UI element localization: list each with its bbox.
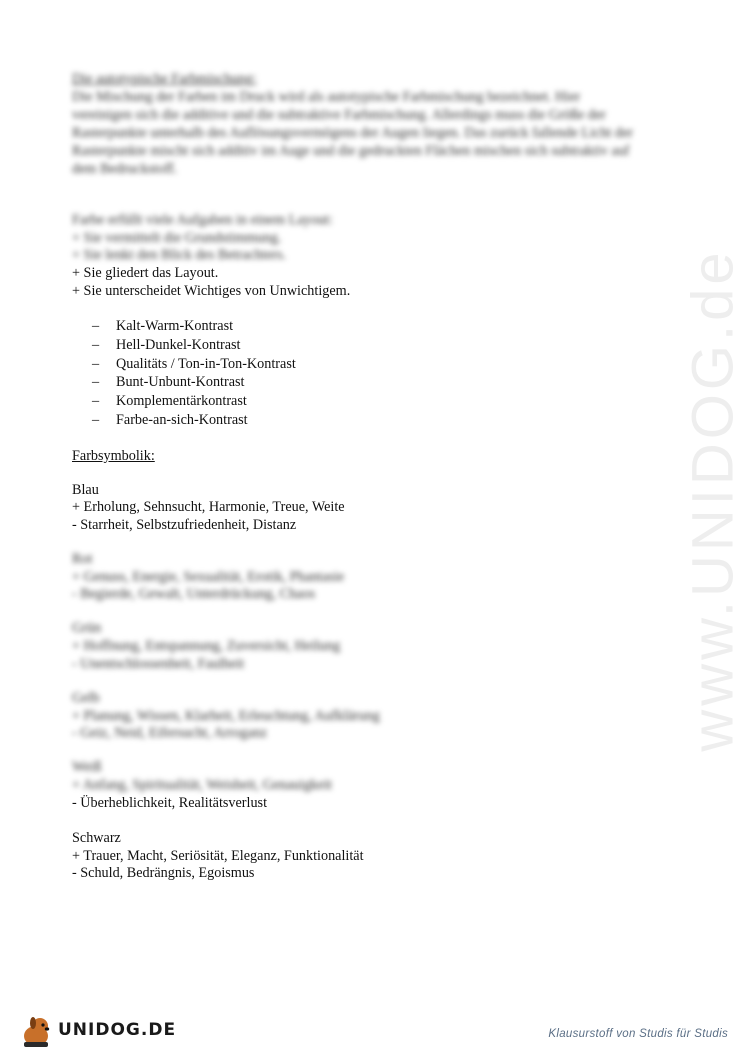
task-item: + Sie unterscheidet Wichtiges von Unwichtigem. bbox=[72, 283, 351, 299]
unidog-logo[interactable] bbox=[18, 1014, 177, 1050]
contrast-label: Bunt-Unbunt-Kontrast bbox=[116, 374, 245, 390]
contrast-item bbox=[92, 336, 241, 354]
color-negative: - Geiz, Neid, Eifersucht, Arroganz bbox=[72, 725, 268, 741]
contrast-item bbox=[92, 392, 247, 410]
color-name: Weiß bbox=[72, 759, 102, 775]
color-negative: - Schuld, Bedrängnis, Egoismus bbox=[72, 865, 255, 881]
color-positive: + Planung, Wissen, Klarheit, Erleuchtung, Aufklärung bbox=[72, 708, 380, 724]
dash-bullet: – bbox=[92, 337, 100, 353]
paragraph-line: dem Bedruckstoff. bbox=[72, 161, 178, 177]
color-negative: - Starrheit, Selbstzufriedenheit, Distanz bbox=[72, 517, 297, 533]
contrast-label: Hell-Dunkel-Kontrast bbox=[116, 337, 241, 353]
color-name: Rot bbox=[72, 551, 93, 567]
color-negative: - Überheblichkeit, Realitätsverlust bbox=[72, 795, 268, 811]
contrast-item bbox=[92, 317, 233, 335]
paragraph-line: Rasterpunkte unterhalb des Auflösungsvermögens der Augen liegen. Das zurück fallende Licht der bbox=[72, 125, 634, 141]
color-name: Gelb bbox=[72, 690, 100, 706]
farbsymbolik-heading: Farbsymbolik: bbox=[72, 448, 155, 464]
dog-mascot-icon bbox=[18, 1014, 58, 1050]
dash-bullet: – bbox=[92, 393, 100, 409]
logo-text: UNIDOG.DE bbox=[58, 1020, 177, 1040]
paragraph-line: vereinigen sich die additive und die subtraktive Farbmischung. Allerdings muss die Größe der bbox=[72, 107, 606, 123]
footer-tagline: Klausurstoff von Studis für Studis bbox=[548, 1028, 728, 1040]
color-name: Schwarz bbox=[72, 830, 121, 846]
watermark-text: www.UNIDOG.de bbox=[680, 248, 746, 752]
heading-autotypische: Die autotypische Farbmischung: bbox=[72, 71, 257, 87]
color-name: Blau bbox=[72, 482, 99, 498]
paragraph-line: Die Mischung der Farben im Druck wird als autotypische Farbmischung bezeichnet. Hier bbox=[72, 89, 581, 105]
paragraph-line: Rasterpunkte mischt sich additiv im Auge und die gedruckten Flächen mischen sich subtraktiv auf bbox=[72, 143, 630, 159]
dash-bullet: – bbox=[92, 374, 100, 390]
color-positive: + Trauer, Macht, Seriösität, Eleganz, Funktionalität bbox=[72, 848, 364, 864]
dash-bullet: – bbox=[92, 412, 100, 428]
contrast-label: Farbe-an-sich-Kontrast bbox=[116, 412, 248, 428]
task-item: + Sie vermittelt die Grundstimmung. bbox=[72, 230, 282, 246]
contrast-item bbox=[92, 373, 244, 391]
contrast-label: Qualitäts / Ton-in-Ton-Kontrast bbox=[116, 356, 296, 372]
color-positive: + Genuss, Energie, Sexualität, Erotik, Phantasie bbox=[72, 569, 345, 585]
color-negative: - Begierde, Gewalt, Unterdrückung, Chaos bbox=[72, 586, 316, 602]
contrast-item bbox=[92, 411, 248, 429]
color-positive: + Erholung, Sehnsucht, Harmonie, Treue, Weite bbox=[72, 499, 345, 515]
task-item: + Sie gliedert das Layout. bbox=[72, 265, 219, 281]
task-item: + Sie lenkt den Blick des Betrachters. bbox=[72, 247, 287, 263]
color-positive: + Hoffnung, Entspannung, Zuversicht, Heilung bbox=[72, 638, 341, 654]
color-name: Grün bbox=[72, 620, 102, 636]
contrast-label: Komplementärkontrast bbox=[116, 393, 247, 409]
color-positive: + Anfang, Spiritualität, Weisheit, Genauigkeit bbox=[72, 777, 332, 793]
color-negative: - Unentschlossenheit, Faulheit bbox=[72, 656, 245, 672]
contrast-label: Kalt-Warm-Kontrast bbox=[116, 318, 234, 334]
contrast-item bbox=[92, 355, 296, 373]
tasks-intro: Farbe erfüllt viele Aufgaben in einem Layout: bbox=[72, 212, 333, 228]
dash-bullet: – bbox=[92, 356, 100, 372]
dash-bullet: – bbox=[92, 318, 100, 334]
